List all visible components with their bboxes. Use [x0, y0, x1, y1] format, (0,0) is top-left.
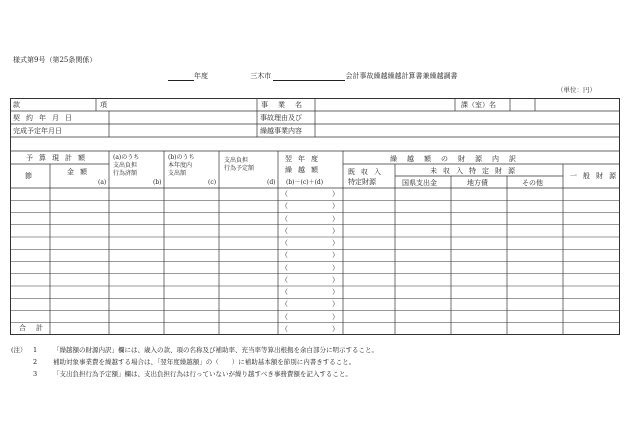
completion-date-label: 完成予定年月日 — [13, 127, 62, 135]
funding-breakdown-header: 繰越額の財源内訳 — [390, 155, 526, 163]
amount-mark: (a) — [98, 179, 107, 186]
note-text: 「繰越額の財源内訳」欄には、歳入の款、項の名称及び補助率、充当率等算出根拠を余白部分に明示すること。 — [53, 346, 378, 354]
contract-date-label: 契約年月日 — [13, 114, 78, 122]
next-year-header-2: 繰越額 — [285, 166, 324, 174]
a-breakdown-3: 行為済額 — [113, 170, 138, 177]
next-year-formula: (b)－(c)＋(d) — [286, 179, 324, 186]
other-header: その他 — [522, 179, 543, 187]
paren-close: ） — [332, 300, 339, 309]
kan-label: 款 — [13, 101, 30, 109]
note-number: 1 — [33, 346, 38, 354]
paren-close: ） — [332, 239, 339, 247]
paren-open: （ — [281, 263, 288, 272]
b-breakdown-2: 本年度内 — [168, 162, 193, 169]
paren-open: （ — [281, 214, 288, 223]
paren-close: ） — [332, 263, 339, 272]
carryover-content-label: 繰越事業内容 — [260, 127, 302, 135]
paren-close: ） — [332, 288, 339, 296]
paren-close: ） — [332, 214, 339, 223]
kou-label: 項 — [100, 101, 107, 109]
b-breakdown-1: (b)のうち — [168, 154, 195, 161]
paren-close: ） — [332, 202, 339, 211]
collected-header-1: 既収入 — [348, 168, 387, 176]
setsu-header: 節 — [25, 172, 32, 180]
table-grid — [10, 98, 620, 335]
paren-open: （ — [281, 312, 288, 321]
paren-open: （ — [281, 226, 288, 235]
a-breakdown-1: (a)のうち — [113, 154, 140, 161]
document-title — [168, 71, 457, 81]
paren-close: ） — [332, 190, 339, 198]
total-label: 合計 — [19, 324, 53, 332]
paren-open: （ — [281, 324, 288, 333]
document-name: 会計事故繰越繰越計算書兼繰越調書 — [345, 72, 458, 80]
planned-header-2: 行為予定額 — [224, 165, 255, 172]
planned-header-1: 支出負担 — [224, 157, 249, 164]
paren-close: ） — [332, 324, 339, 333]
city-name: 三木市 — [250, 72, 272, 80]
paren-open: （ — [281, 275, 288, 284]
note-text: 補助対象事業費を繰越する場合は、「翌年度繰越額」の（ ）に補助基本額を節別に内書きすること。 — [53, 358, 356, 366]
paren-close: ） — [332, 226, 339, 235]
local-bond-header: 地方債 — [467, 179, 488, 187]
paren-open: （ — [281, 202, 288, 211]
national-header: 国県支出金 — [402, 179, 437, 187]
b-breakdown-3: 支出額 — [168, 170, 187, 177]
budget-amount-header: 予算現計額 — [26, 154, 91, 162]
a-breakdown-2: 支出負担 — [113, 162, 138, 169]
year-suffix: 年度 — [194, 72, 208, 80]
paren-open: （ — [281, 288, 288, 296]
paren-close: ） — [332, 312, 339, 321]
uncollected-header: 未収入特定財源 — [430, 167, 521, 175]
form-code: 様式第9号（第25条関係） — [13, 56, 97, 64]
note-number: 3 — [33, 370, 38, 378]
paren-open: （ — [281, 251, 288, 260]
carryover-table — [10, 98, 620, 335]
year-blank[interactable] — [168, 72, 194, 81]
planned-mark: (d) — [267, 179, 276, 186]
paren-open: （ — [281, 239, 288, 247]
next-year-header-1: 翌年度 — [285, 155, 324, 163]
b-mark: (c) — [208, 179, 217, 186]
unit-label: （単位：円） — [557, 86, 596, 94]
project-name-label: 事業名 — [261, 101, 312, 109]
paren-open: （ — [281, 300, 288, 309]
note-text: 「支出負担行為予定額」欄は、支出負担行為は行っていないが繰り越すべき事務費額を記入すること。 — [53, 370, 352, 378]
paren-close: ） — [332, 251, 339, 260]
notes-section — [11, 344, 378, 380]
section-name-label: 課（室）名 — [461, 101, 496, 109]
paren-open: （ — [281, 190, 288, 198]
account-blank[interactable] — [273, 72, 345, 81]
general-header: 一般財源 — [570, 172, 622, 180]
a-mark: (b) — [153, 179, 162, 186]
note-number: 2 — [33, 358, 38, 366]
notes-heading: (注） — [11, 346, 27, 354]
amount-header: 金額 — [67, 168, 93, 176]
paren-close: ） — [332, 275, 339, 284]
reason-label: 事故理由及び — [260, 114, 302, 122]
collected-header-2: 特定財源 — [348, 178, 376, 186]
